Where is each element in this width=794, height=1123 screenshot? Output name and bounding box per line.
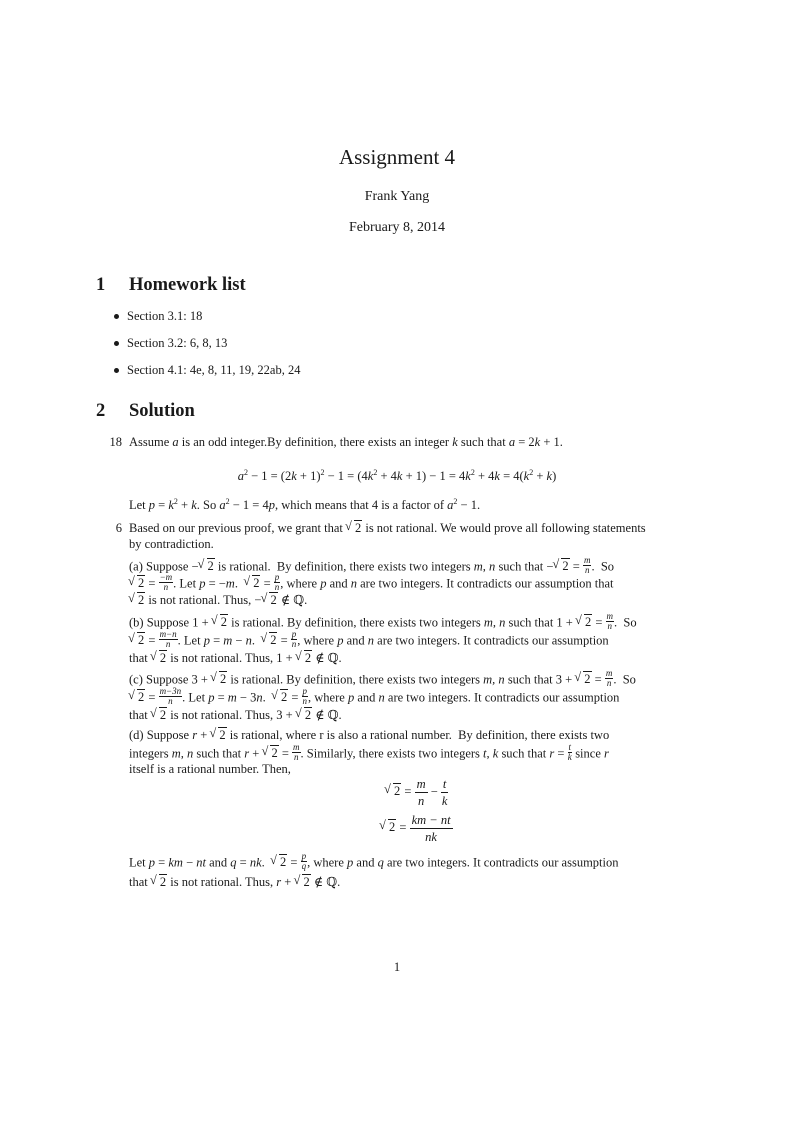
part-d-end-line1: Let p = km − nt and q = nk. √ 2 = $\frac{p}{q}$ , where p and q are two integers. It contradicts our assumption bbox=[129, 854, 619, 873]
problem-label: 18 bbox=[109, 435, 122, 449]
problem-intro: Assume a is an odd integer.By definition, there exists an integer k such that a = 2k + 1. bbox=[129, 435, 563, 449]
bullet-icon bbox=[114, 368, 119, 373]
part-b-line1: (b) Suppose 1 + √ 2 is rational. By definition, there exists two integers m, n such that 1 + √ 2 = $\frac{m}{n}$ . So bbox=[129, 614, 637, 633]
problem-6-intro-line1: Based on our previous proof, we grant that √ 2 is not rational. We would prove all following statements bbox=[129, 521, 646, 536]
part-d-equation-2: √ 2 = $\frac{km - nt}{nk}$ bbox=[380, 812, 453, 845]
part-d-line3: itself is a rational number. Then, bbox=[129, 762, 291, 776]
section-heading-homework-list bbox=[96, 275, 496, 299]
equation-18 bbox=[0, 465, 794, 484]
part-d-end-line2: that √ 2 is not rational. Thus, r + √ 2 ∉ ℚ. bbox=[129, 875, 340, 890]
section-title: Homework list bbox=[129, 275, 246, 295]
part-a-line2: √ 2 = $\frac{-m}{n}$ . Let p = −m. √ 2 = $\frac{p}{n}$ , where p and n are two integers. It contradicts our assumption that bbox=[129, 575, 614, 594]
list-item: Section 3.2: 6, 8, 13 bbox=[114, 336, 227, 351]
page-number: 1 bbox=[393, 960, 401, 974]
section-number: 2 bbox=[96, 401, 106, 421]
problem-6-intro-line2: by contradiction. bbox=[129, 537, 214, 551]
section-number: 1 bbox=[96, 275, 106, 295]
part-c-line3: that √ 2 is not rational. Thus, 3 + √ 2 ∉ ℚ. bbox=[129, 708, 342, 723]
document-author: Frank Yang bbox=[364, 189, 430, 204]
document-date: February 8, 2014 bbox=[348, 220, 446, 235]
part-c-line2: √ 2 = $\frac{m-3n}{n}$ . Let p = m − 3n. √ 2 = $\frac{p}{n}$ , where p and n are two integers. It contradicts our assumption bbox=[129, 689, 619, 708]
part-b-line3: that √ 2 is not rational. Thus, 1 + √ 2 ∉ ℚ. bbox=[129, 651, 342, 666]
bullet-icon bbox=[114, 341, 119, 346]
bullet-icon bbox=[114, 314, 119, 319]
section-heading-solution bbox=[96, 401, 496, 425]
part-a-line3: √ 2 is not rational. Thus, − √ 2 ∉ ℚ. bbox=[129, 593, 307, 608]
part-b-line2: √ 2 = $\frac{m-n}{n}$ . Let p = m − n. √ 2 = $\frac{p}{n}$ , where p and n are two integers. It contradicts our assumption bbox=[129, 632, 609, 651]
part-d-equation-1: √ 2 = $\frac{m}{n}$ − $\frac{t}{k}$ bbox=[385, 776, 448, 809]
part-d-line1: (d) Suppose r + √ 2 is rational, where r is also a rational number. By definition, there exists two bbox=[129, 728, 609, 743]
problem-label: 6 bbox=[115, 521, 122, 535]
list-item: Section 3.1: 18 bbox=[114, 309, 202, 324]
document-title: Assignment 4 bbox=[338, 145, 456, 169]
list-item: Section 4.1: 4e, 8, 11, 19, 22ab, 24 bbox=[114, 363, 300, 378]
part-a-line1: (a) Suppose − √ 2 is rational. By definition, there exists two integers m, n such that − √ 2 = $\frac{m}{n}$ . So bbox=[129, 558, 614, 577]
problem-18-conclusion: Let $p = k^2 + k$. So $a^2 - 1 = 4p$, which means that 4 is a factor of $a^2 - 1$. bbox=[129, 497, 481, 513]
section-title: Solution bbox=[129, 401, 195, 421]
part-d-line2: integers m, n such that r + √ 2 = $\frac{m}{n}$ . Similarly, there exists two integers t, k such that r = $\frac{t}{k}$ since r bbox=[129, 745, 609, 764]
part-c-line1: (c) Suppose 3 + √ 2 is rational. By definition, there exists two integers m, n such that 3 + √ 2 = $\frac{m}{n}$ . So bbox=[129, 671, 636, 690]
equation: $a^2 - 1 = (2k + 1)^2 - 1 = (4k^2 + 4k + 1) - 1 = 4k^2 + 4k = 4(k^2 + k)$ bbox=[237, 468, 557, 484]
